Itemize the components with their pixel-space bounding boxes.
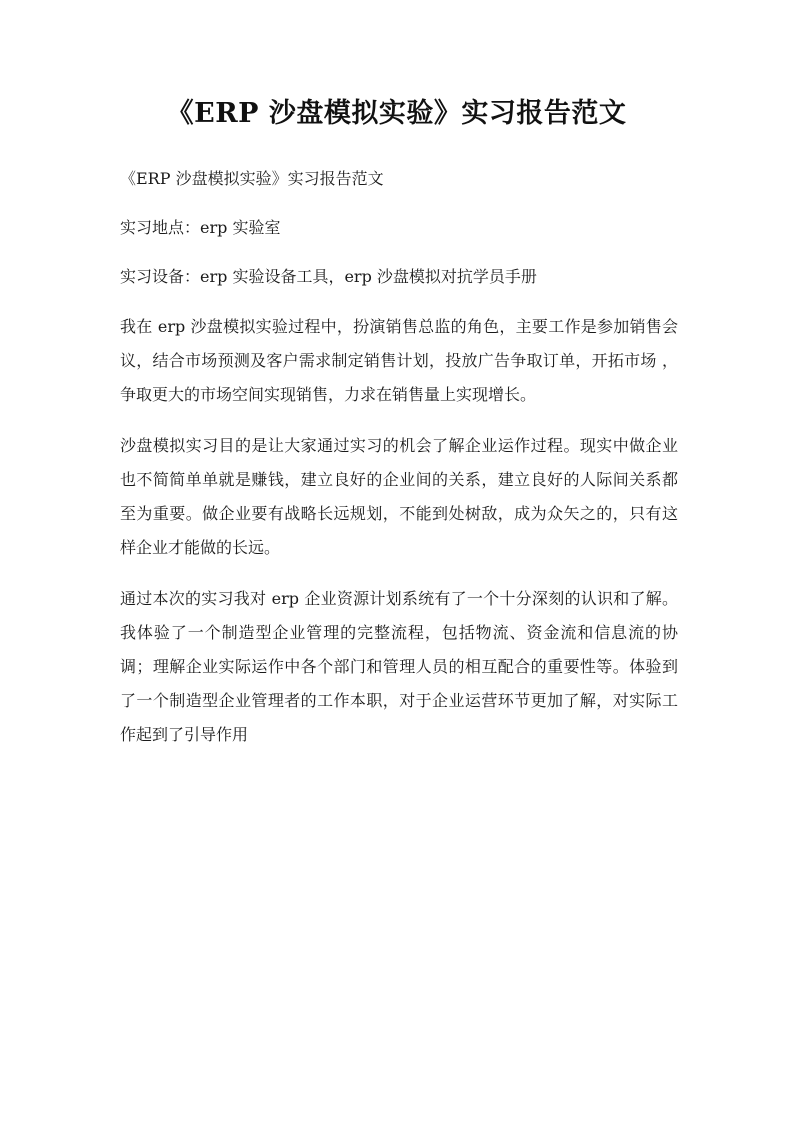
- location-line: 实习地点：erp 实验室: [120, 218, 281, 237]
- document-subtitle: 《ERP 沙盘模拟实验》实习报告范文: [120, 169, 384, 188]
- equipment-line: 实习设备：erp 实验设备工具，erp 沙盘模拟对抗学员手册: [120, 267, 537, 286]
- paragraph-role: 我在 erp 沙盘模拟实验过程中，扮演销售总监的角色，主要工作是参加销售会议，结合市场预测及客户需求制定销售计划，投放广告争取订单，开拓市场 ，争取更大的市场空间实现销售，力求在销售量上实现增长。: [120, 317, 678, 404]
- paragraph-conclusion: 通过本次的实习我对 erp 企业资源计划系统有了一个十分深刻的认识和了解。我体验了一个制造型企业管理的完整流程，包括物流、资金流和信息流的协调；理解企业实际运作中各个部门和管理人员的相互配合的重要性等。体验到了一个制造型企业管理者的工作本职，对于企业运营环节更加了解，对实际工作起到了引导作用: [120, 589, 678, 744]
- document-title: 《ERP 沙盘模拟实验》实习报告范文: [166, 98, 627, 129]
- paragraph-purpose: 沙盘模拟实习目的是让大家通过实习的机会了解企业运作过程。现实中做企业也不简简单单就是赚钱，建立良好的企业间的关系，建立良好的人际间关系都至为重要。做企业要有战略长远规划，不能到处树敌，成为众矢之的，只有这样企业才能做的长远。: [120, 436, 678, 557]
- document-body: [120, 163, 678, 769]
